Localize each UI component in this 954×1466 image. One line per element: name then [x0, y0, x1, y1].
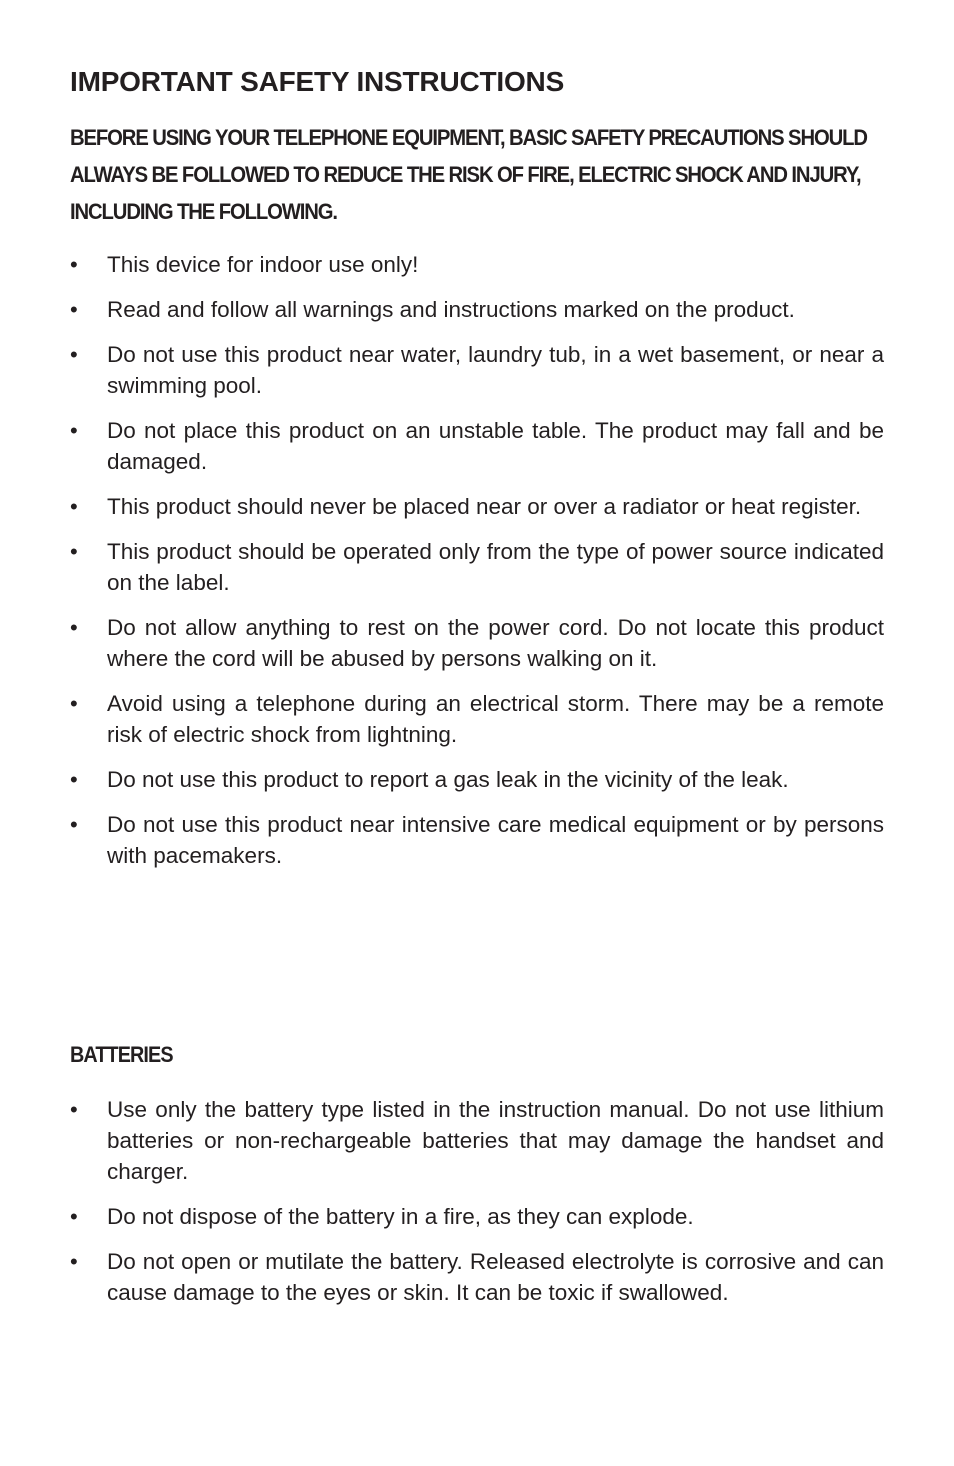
intro-paragraph	[70, 119, 884, 230]
list-item-text: This product should be operated only from the type of power source indicated on the label.	[107, 539, 884, 595]
list-item	[70, 809, 884, 871]
bullet-icon: •	[70, 418, 78, 443]
list-item	[70, 491, 884, 522]
list-item	[70, 612, 884, 674]
bullet-icon: •	[70, 691, 78, 716]
batteries-list	[70, 1094, 884, 1322]
list-item-text: Do not dispose of the battery in a fire, as they can explode.	[107, 1204, 694, 1229]
intro-line: BEFORE USING YOUR TELEPHONE EQUIPMENT, BASIC SAFETY PRECAUTIONS SHOULD	[70, 125, 867, 150]
safety-instructions-list	[70, 249, 884, 885]
intro-line: ALWAYS BE FOLLOWED TO REDUCE THE RISK OF FIRE, ELECTRIC SHOCK AND INJURY,	[70, 162, 861, 187]
list-item	[70, 1094, 884, 1187]
bullet-icon: •	[70, 1097, 78, 1122]
bullet-icon: •	[70, 494, 78, 519]
list-item-text: Do not use this product near water, laundry tub, in a wet basement, or near a swimming pool.	[107, 342, 884, 398]
list-item	[70, 536, 884, 598]
list-item-text: This product should never be placed near or over a radiator or heat register.	[107, 494, 862, 519]
list-item-text: Do not allow anything to rest on the power cord. Do not locate this product where the cord will be abused by persons walking on it.	[107, 615, 884, 671]
list-item	[70, 1201, 884, 1232]
list-item-text: Do not use this product near intensive care medical equipment or by persons with pacemakers.	[107, 812, 884, 868]
bullet-icon: •	[70, 342, 78, 367]
bullet-icon: •	[70, 1204, 78, 1229]
list-item	[70, 415, 884, 477]
list-item-text: Use only the battery type listed in the instruction manual. Do not use lithium batteries or non-rechargeable batteries that may damage the handset and charger.	[107, 1097, 884, 1184]
list-item-text: Read and follow all warnings and instructions marked on the product.	[107, 297, 795, 322]
list-item-text: Do not place this product on an unstable table. The product may fall and be damaged.	[107, 418, 884, 474]
batteries-heading: BATTERIES	[70, 1042, 173, 1067]
bullet-icon: •	[70, 812, 78, 837]
bullet-icon: •	[70, 539, 78, 564]
bullet-icon: •	[70, 252, 78, 277]
list-item	[70, 249, 884, 280]
list-item	[70, 1246, 884, 1308]
list-item	[70, 688, 884, 750]
bullet-icon: •	[70, 767, 78, 792]
list-item	[70, 294, 884, 325]
intro-line: INCLUDING THE FOLLOWING.	[70, 199, 337, 224]
list-item-text: Do not use this product to report a gas leak in the vicinity of the leak.	[107, 767, 789, 792]
list-item-text: Avoid using a telephone during an electrical storm. There may be a remote risk of electric shock from lightning.	[107, 691, 884, 747]
bullet-icon: •	[70, 615, 78, 640]
list-item-text: Do not open or mutilate the battery. Released electrolyte is corrosive and can cause damage to the eyes or skin. It can be toxic if swallowed.	[107, 1249, 884, 1305]
list-item	[70, 339, 884, 401]
bullet-icon: •	[70, 297, 78, 322]
list-item	[70, 764, 884, 795]
page-title: IMPORTANT SAFETY INSTRUCTIONS	[70, 66, 565, 97]
bullet-icon: •	[70, 1249, 78, 1274]
list-item-text: This device for indoor use only!	[107, 252, 419, 277]
